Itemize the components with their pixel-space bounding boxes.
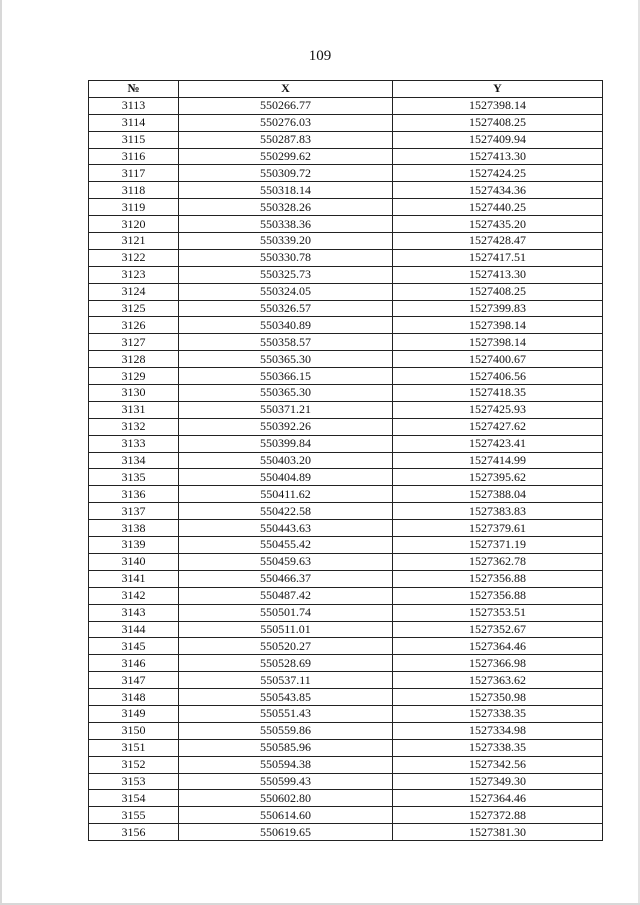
point-number-cell: 3147 — [89, 672, 179, 689]
x-coordinate-cell: 550328.26 — [179, 199, 393, 216]
x-coordinate-cell: 550299.62 — [179, 148, 393, 165]
table-header-row — [89, 81, 603, 98]
x-coordinate-cell: 550371.21 — [179, 401, 393, 418]
table-row — [89, 689, 603, 706]
table-row — [89, 266, 603, 283]
point-number-cell: 3129 — [89, 368, 179, 385]
x-coordinate-cell: 550501.74 — [179, 604, 393, 621]
y-coordinate-cell: 1527435.20 — [393, 216, 603, 233]
point-number-cell: 3140 — [89, 553, 179, 570]
point-number-cell: 3125 — [89, 300, 179, 317]
y-coordinate-cell: 1527398.14 — [393, 97, 603, 114]
x-coordinate-cell: 550422.58 — [179, 503, 393, 520]
y-coordinate-cell: 1527413.30 — [393, 266, 603, 283]
point-number-cell: 3146 — [89, 655, 179, 672]
point-number-cell: 3120 — [89, 216, 179, 233]
point-number-cell: 3115 — [89, 131, 179, 148]
x-coordinate-cell: 550487.42 — [179, 587, 393, 604]
table-row — [89, 435, 603, 452]
table-row — [89, 114, 603, 131]
x-coordinate-cell: 550318.14 — [179, 182, 393, 199]
x-coordinate-cell: 550537.11 — [179, 672, 393, 689]
y-coordinate-cell: 1527338.35 — [393, 739, 603, 756]
table-row — [89, 452, 603, 469]
table-row — [89, 334, 603, 351]
y-coordinate-cell: 1527364.46 — [393, 790, 603, 807]
x-coordinate-cell: 550551.43 — [179, 705, 393, 722]
point-number-cell: 3117 — [89, 165, 179, 182]
x-coordinate-cell: 550309.72 — [179, 165, 393, 182]
y-coordinate-cell: 1527395.62 — [393, 469, 603, 486]
x-coordinate-cell: 550365.30 — [179, 385, 393, 402]
y-coordinate-cell: 1527366.98 — [393, 655, 603, 672]
point-number-cell: 3124 — [89, 283, 179, 300]
point-number-cell: 3142 — [89, 587, 179, 604]
table-row — [89, 300, 603, 317]
table-row — [89, 165, 603, 182]
point-number-cell: 3128 — [89, 351, 179, 368]
point-number-cell: 3137 — [89, 503, 179, 520]
table-row — [89, 216, 603, 233]
y-coordinate-cell: 1527400.67 — [393, 351, 603, 368]
y-coordinate-cell: 1527418.35 — [393, 385, 603, 402]
x-coordinate-cell: 550326.57 — [179, 300, 393, 317]
table-row — [89, 97, 603, 114]
x-coordinate-cell: 550520.27 — [179, 638, 393, 655]
table-row — [89, 824, 603, 841]
y-coordinate-cell: 1527417.51 — [393, 249, 603, 266]
y-coordinate-cell: 1527440.25 — [393, 199, 603, 216]
x-coordinate-cell: 550594.38 — [179, 756, 393, 773]
x-coordinate-cell: 550543.85 — [179, 689, 393, 706]
column-header-number: № — [89, 81, 179, 98]
table-row — [89, 351, 603, 368]
table-row — [89, 807, 603, 824]
point-number-cell: 3138 — [89, 520, 179, 537]
x-coordinate-cell: 550358.57 — [179, 334, 393, 351]
y-coordinate-cell: 1527398.14 — [393, 317, 603, 334]
point-number-cell: 3131 — [89, 401, 179, 418]
point-number-cell: 3121 — [89, 233, 179, 250]
y-coordinate-cell: 1527372.88 — [393, 807, 603, 824]
point-number-cell: 3134 — [89, 452, 179, 469]
x-coordinate-cell: 550399.84 — [179, 435, 393, 452]
point-number-cell: 3118 — [89, 182, 179, 199]
y-coordinate-cell: 1527352.67 — [393, 621, 603, 638]
table-row — [89, 368, 603, 385]
y-coordinate-cell: 1527423.41 — [393, 435, 603, 452]
table-row — [89, 638, 603, 655]
y-coordinate-cell: 1527338.35 — [393, 705, 603, 722]
table-row — [89, 722, 603, 739]
y-coordinate-cell: 1527434.36 — [393, 182, 603, 199]
table-row — [89, 621, 603, 638]
table-row — [89, 587, 603, 604]
y-coordinate-cell: 1527413.30 — [393, 148, 603, 165]
y-coordinate-cell: 1527406.56 — [393, 368, 603, 385]
x-coordinate-cell: 550338.36 — [179, 216, 393, 233]
point-number-cell: 3132 — [89, 418, 179, 435]
column-header-x: X — [179, 81, 393, 98]
point-number-cell: 3136 — [89, 486, 179, 503]
point-number-cell: 3130 — [89, 385, 179, 402]
y-coordinate-cell: 1527388.04 — [393, 486, 603, 503]
column-header-y: Y — [393, 81, 603, 98]
table-row — [89, 503, 603, 520]
point-number-cell: 3153 — [89, 773, 179, 790]
x-coordinate-cell: 550455.42 — [179, 537, 393, 554]
table-row — [89, 418, 603, 435]
table-row — [89, 401, 603, 418]
table-row — [89, 182, 603, 199]
y-coordinate-cell: 1527409.94 — [393, 131, 603, 148]
x-coordinate-cell: 550602.80 — [179, 790, 393, 807]
y-coordinate-cell: 1527350.98 — [393, 689, 603, 706]
table-row — [89, 773, 603, 790]
y-coordinate-cell: 1527363.62 — [393, 672, 603, 689]
y-coordinate-cell: 1527356.88 — [393, 570, 603, 587]
point-number-cell: 3139 — [89, 537, 179, 554]
point-number-cell: 3144 — [89, 621, 179, 638]
y-coordinate-cell: 1527383.83 — [393, 503, 603, 520]
x-coordinate-cell: 550411.62 — [179, 486, 393, 503]
y-coordinate-cell: 1527362.78 — [393, 553, 603, 570]
x-coordinate-cell: 550340.89 — [179, 317, 393, 334]
table-row — [89, 520, 603, 537]
scan-edge-left — [0, 0, 2, 905]
point-number-cell: 3156 — [89, 824, 179, 841]
point-number-cell: 3113 — [89, 97, 179, 114]
point-number-cell: 3150 — [89, 722, 179, 739]
point-number-cell: 3149 — [89, 705, 179, 722]
y-coordinate-cell: 1527364.46 — [393, 638, 603, 655]
y-coordinate-cell: 1527424.25 — [393, 165, 603, 182]
y-coordinate-cell: 1527427.62 — [393, 418, 603, 435]
y-coordinate-cell: 1527425.93 — [393, 401, 603, 418]
x-coordinate-cell: 550325.73 — [179, 266, 393, 283]
point-number-cell: 3127 — [89, 334, 179, 351]
x-coordinate-cell: 550466.37 — [179, 570, 393, 587]
point-number-cell: 3152 — [89, 756, 179, 773]
point-number-cell: 3116 — [89, 148, 179, 165]
x-coordinate-cell: 550443.63 — [179, 520, 393, 537]
point-number-cell: 3126 — [89, 317, 179, 334]
point-number-cell: 3122 — [89, 249, 179, 266]
y-coordinate-cell: 1527371.19 — [393, 537, 603, 554]
x-coordinate-cell: 550365.30 — [179, 351, 393, 368]
table-row — [89, 233, 603, 250]
x-coordinate-cell: 550585.96 — [179, 739, 393, 756]
y-coordinate-cell: 1527428.47 — [393, 233, 603, 250]
y-coordinate-cell: 1527379.61 — [393, 520, 603, 537]
table-row — [89, 672, 603, 689]
y-coordinate-cell: 1527408.25 — [393, 114, 603, 131]
x-coordinate-cell: 550404.89 — [179, 469, 393, 486]
x-coordinate-cell: 550324.05 — [179, 283, 393, 300]
table-row — [89, 604, 603, 621]
point-number-cell: 3154 — [89, 790, 179, 807]
y-coordinate-cell: 1527342.56 — [393, 756, 603, 773]
table-row — [89, 537, 603, 554]
table-row — [89, 469, 603, 486]
table-row — [89, 790, 603, 807]
table-row — [89, 148, 603, 165]
x-coordinate-cell: 550619.65 — [179, 824, 393, 841]
table-row — [89, 570, 603, 587]
table-row — [89, 486, 603, 503]
table-row — [89, 655, 603, 672]
table-row — [89, 705, 603, 722]
y-coordinate-cell: 1527408.25 — [393, 283, 603, 300]
y-coordinate-cell: 1527353.51 — [393, 604, 603, 621]
table-body — [89, 97, 603, 840]
x-coordinate-cell: 550403.20 — [179, 452, 393, 469]
y-coordinate-cell: 1527381.30 — [393, 824, 603, 841]
table-row — [89, 385, 603, 402]
y-coordinate-cell: 1527414.99 — [393, 452, 603, 469]
point-number-cell: 3133 — [89, 435, 179, 452]
table-row — [89, 739, 603, 756]
x-coordinate-cell: 550511.01 — [179, 621, 393, 638]
point-number-cell: 3143 — [89, 604, 179, 621]
x-coordinate-cell: 550528.69 — [179, 655, 393, 672]
point-number-cell: 3148 — [89, 689, 179, 706]
x-coordinate-cell: 550366.15 — [179, 368, 393, 385]
x-coordinate-cell: 550276.03 — [179, 114, 393, 131]
page-number: 109 — [308, 48, 332, 64]
point-number-cell: 3119 — [89, 199, 179, 216]
point-number-cell: 3141 — [89, 570, 179, 587]
x-coordinate-cell: 550330.78 — [179, 249, 393, 266]
coordinates-table — [88, 80, 603, 841]
point-number-cell: 3135 — [89, 469, 179, 486]
x-coordinate-cell: 550599.43 — [179, 773, 393, 790]
y-coordinate-cell: 1527356.88 — [393, 587, 603, 604]
point-number-cell: 3151 — [89, 739, 179, 756]
y-coordinate-cell: 1527399.83 — [393, 300, 603, 317]
x-coordinate-cell: 550287.83 — [179, 131, 393, 148]
x-coordinate-cell: 550266.77 — [179, 97, 393, 114]
y-coordinate-cell: 1527349.30 — [393, 773, 603, 790]
point-number-cell: 3155 — [89, 807, 179, 824]
point-number-cell: 3145 — [89, 638, 179, 655]
y-coordinate-cell: 1527334.98 — [393, 722, 603, 739]
x-coordinate-cell: 550459.63 — [179, 553, 393, 570]
x-coordinate-cell: 550339.20 — [179, 233, 393, 250]
x-coordinate-cell: 550614.60 — [179, 807, 393, 824]
point-number-cell: 3123 — [89, 266, 179, 283]
table-row — [89, 317, 603, 334]
table-row — [89, 199, 603, 216]
table-row — [89, 756, 603, 773]
x-coordinate-cell: 550392.26 — [179, 418, 393, 435]
table-row — [89, 283, 603, 300]
table-row — [89, 553, 603, 570]
x-coordinate-cell: 550559.86 — [179, 722, 393, 739]
table-row — [89, 131, 603, 148]
point-number-cell: 3114 — [89, 114, 179, 131]
table-row — [89, 249, 603, 266]
y-coordinate-cell: 1527398.14 — [393, 334, 603, 351]
